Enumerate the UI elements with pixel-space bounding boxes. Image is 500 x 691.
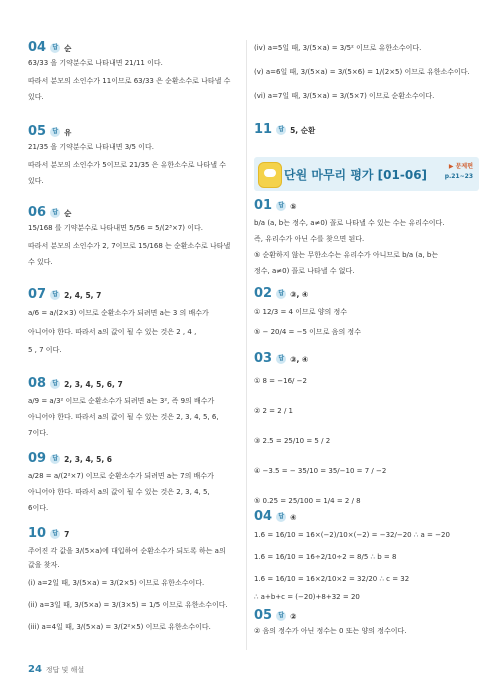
solution-line: 아니어야 한다. 따라서 a의 값이 될 수 있는 것은 2 , 4 , xyxy=(28,328,197,336)
solution-line: 1.6 = 16/10 = 16×2/10×2 = 32/20 ∴ c = 32 xyxy=(254,575,410,583)
problem-number: 03 xyxy=(254,351,273,366)
answer-value: ③, ④ xyxy=(290,354,309,364)
solution-line: 있다. xyxy=(28,93,44,101)
problem-number: 08 xyxy=(28,376,47,391)
answer-value: ④ xyxy=(290,512,297,522)
solution-07 xyxy=(28,288,253,355)
solution-line: a/9 = a/3² 이므로 순환소수가 되려면 a는 3², 즉 9의 배수가 xyxy=(28,397,215,405)
answer-badge: 답 xyxy=(276,611,286,621)
solution-line: 아니어야 한다. 따라서 a의 값이 될 수 있는 것은 2, 3, 4, 5, 6, xyxy=(28,413,219,421)
answer-value: 유 xyxy=(64,127,72,137)
solution-line: ④ −3.5 = − 35/10 = 35/−10 = 7 / −2 xyxy=(254,467,387,475)
answer-value: 7 xyxy=(64,529,70,539)
problem-number: 05 xyxy=(28,124,47,139)
mascot-icon xyxy=(258,162,282,188)
banner-problem-book-tag: ▶ 문제편 xyxy=(448,163,473,170)
answer-value: ② xyxy=(290,611,297,621)
solution-line: (vi) a=7일 때, 3/(5×a) = 3/(5×7) 이므로 순환소수이다. xyxy=(254,92,435,100)
problem-number: 06 xyxy=(28,205,47,220)
banner-title: 단원 마무리 평가 [01-06] xyxy=(284,168,428,182)
solution-line: ∴ a+b+c = (−20)+8+32 = 20 xyxy=(254,593,360,601)
answer-value: 2, 3, 4, 5, 6 xyxy=(64,454,113,464)
page-number: 24 xyxy=(28,664,42,675)
answer-value: 순 xyxy=(64,43,72,53)
problem-number: 07 xyxy=(28,287,47,302)
solution-09 xyxy=(28,452,253,513)
answer-badge: 답 xyxy=(50,43,60,53)
solution-line: 1.6 = 16/10 = 16×(−2)/10×(−2) = −32/−20 ∴ a = −20 xyxy=(254,531,450,539)
solution-line: ⑤ − 20/4 = −5 이므로 음의 정수 xyxy=(254,328,361,336)
problem-number: 01 xyxy=(254,198,273,213)
footer-label: 정답 및 해설 xyxy=(45,666,85,674)
solution-line: ③ 2.5 = 25/10 = 5 / 2 xyxy=(254,437,331,445)
answer-badge: 답 xyxy=(276,354,286,364)
answer-value: 순 xyxy=(64,208,72,218)
solution-line: ⑤ 순환하지 않는 무한소수는 유리수가 아니므로 b/a (a, b는 xyxy=(254,251,439,259)
answer-badge: 답 xyxy=(276,512,286,522)
answer-badge: 답 xyxy=(50,127,60,137)
solution-line: b/a (a, b는 정수, a≠0) 꼴로 나타낼 수 있는 수는 유리수이다. xyxy=(254,219,445,227)
solution-line: ⑤ 0.25 = 25/100 = 1/4 = 2 / 8 xyxy=(254,497,361,505)
unit-review-banner xyxy=(254,157,479,191)
answer-badge: 답 xyxy=(276,125,286,135)
solution-line: (iii) a=4일 때, 3/(5×a) = 3/(2²×5) 이므로 유한소수이다. xyxy=(28,623,211,631)
solution-line: (ii) a=3일 때, 3/(5×a) = 3/(3×5) = 1/5 이므로 유한소수이다. xyxy=(28,601,228,609)
answer-badge: 답 xyxy=(50,529,60,539)
solution-line: 15/168 를 기약분수로 나타내면 5/56 = 5/(2³×7) 이다. xyxy=(28,224,204,232)
solution-line: 6이다. xyxy=(28,504,49,512)
problem-number: 10 xyxy=(28,526,47,541)
answer-value: 2, 4, 5, 7 xyxy=(64,290,102,300)
solution-line: 5 , 7 이다. xyxy=(28,346,62,354)
solution-11 xyxy=(254,123,479,137)
solution-06 xyxy=(28,206,253,267)
answer-badge: 답 xyxy=(50,379,60,389)
solution-04 xyxy=(28,41,253,102)
solution-10 xyxy=(28,527,253,632)
solution-line: ② 음의 정수가 아닌 정수는 0 또는 양의 정수이다. xyxy=(254,627,407,635)
answer-badge: 답 xyxy=(50,454,60,464)
answer-badge: 답 xyxy=(50,290,60,300)
problem-number: 09 xyxy=(28,451,47,466)
solution-line: (v) a=6일 때, 3/(5×a) = 3/(5×6) = 1/(2×5) 이므로 유한소수이다. xyxy=(254,68,470,76)
solution-line: ① 8 = −16/ −2 xyxy=(254,377,307,385)
answer-badge: 답 xyxy=(276,289,286,299)
solution-line: ① 12/3 = 4 이므로 양의 정수 xyxy=(254,308,347,316)
problem-number: 04 xyxy=(28,40,47,55)
solution-line: 따라서 분모의 소인수가 5이므로 21/35 은 유한소수로 나타낼 수 xyxy=(28,161,226,169)
solution-line: 63/33 을 기약분수로 나타내면 21/11 이다. xyxy=(28,59,163,67)
solution-line: 21/35 을 기약분수로 나타내면 3/5 이다. xyxy=(28,143,154,151)
solution-line: 있다. xyxy=(28,177,44,185)
solution-line: 수 있다. xyxy=(28,258,53,266)
solution-10-continued xyxy=(254,43,479,101)
answer-badge: 답 xyxy=(276,201,286,211)
solution-line: 주어진 각 값을 3/(5×a)에 대입하여 순환소수가 되도록 하는 a의 xyxy=(28,547,226,555)
review-01 xyxy=(254,199,479,276)
solution-line: a/28 = a/(2²×7) 이므로 순환소수가 되려면 a는 7의 배수가 xyxy=(28,472,214,480)
solution-line: 즉, 유리수가 아닌 수를 찾으면 된다. xyxy=(254,235,365,243)
answer-value: 2, 3, 4, 5, 6, 7 xyxy=(64,379,123,389)
answer-value: ③, ④ xyxy=(290,289,309,299)
solution-05 xyxy=(28,125,253,186)
problem-number: 11 xyxy=(254,122,273,137)
solution-08 xyxy=(28,377,253,438)
solution-line: 아니어야 한다. 따라서 a의 값이 될 수 있는 것은 2, 3, 4, 5, xyxy=(28,488,210,496)
solution-line: (i) a=2일 때, 3/(5×a) = 3/(2×5) 이므로 유한소수이다. xyxy=(28,579,205,587)
answer-value: 5, 순환 xyxy=(290,125,316,135)
answer-value: ⑤ xyxy=(290,201,297,211)
review-02 xyxy=(254,287,479,337)
page-footer xyxy=(28,664,84,675)
review-03 xyxy=(254,352,479,506)
problem-number: 05 xyxy=(254,608,273,623)
problem-number: 04 xyxy=(254,509,273,524)
solution-line: 값을 찾자. xyxy=(28,561,60,569)
problem-number: 02 xyxy=(254,286,273,301)
solution-line: 정수, a≠0) 꼴로 나타낼 수 없다. xyxy=(254,267,355,275)
solution-line: 따라서 분모의 소인수가 11이므로 63/33 은 순환소수로 나타낼 수 xyxy=(28,77,231,85)
review-04 xyxy=(254,510,479,602)
answer-badge: 답 xyxy=(50,208,60,218)
solution-line: a/6 = a/(2×3) 이므로 순환소수가 되려면 a는 3 의 배수가 xyxy=(28,309,209,317)
solution-line: 따라서 분모의 소인수가 2, 7이므로 15/168 는 순환소수로 나타낼 xyxy=(28,242,231,250)
solution-line: 7이다. xyxy=(28,429,49,437)
solution-line: (iv) a=5일 때, 3/(5×a) = 3/5² 이므로 유한소수이다. xyxy=(254,44,422,52)
solution-line: 1.6 = 16/10 = 16÷2/10÷2 = 8/5 ∴ b = 8 xyxy=(254,553,397,561)
solution-line: ② 2 = 2 / 1 xyxy=(254,407,293,415)
banner-page-range: p.21~23 xyxy=(444,173,473,180)
review-05 xyxy=(254,609,479,636)
